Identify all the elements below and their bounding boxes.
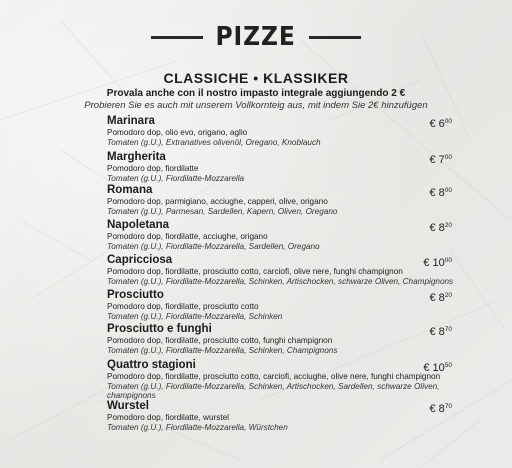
price-dec: 00 bbox=[444, 154, 452, 161]
item-price bbox=[429, 400, 452, 416]
price-dec: 00 bbox=[444, 257, 452, 264]
item-desc-it: Pomodoro dop, fiordilatte, wurstel bbox=[107, 413, 229, 422]
price-int: 10 bbox=[432, 257, 445, 269]
price-int: 8 bbox=[438, 222, 445, 234]
menu-item-marinara bbox=[107, 115, 452, 147]
price-currency: € bbox=[429, 154, 436, 166]
item-desc-de: Tomaten (g.U.), Fiordilatte-Mozzarella, Sardellen, Oregano bbox=[107, 241, 320, 251]
menu-item-wurstel bbox=[107, 400, 452, 432]
price-dec: 00 bbox=[444, 187, 452, 194]
item-desc-de: Tomaten (g.U.), Extranatives olivenöl, Oregano, Knoblauch bbox=[107, 137, 321, 147]
item-desc-de: Tomaten (g.U.), Fiordilatte-Mozzarella, Schinken, Artischocken, schwarze Oliven, Champignons bbox=[107, 276, 454, 286]
price-dec: 20 bbox=[444, 292, 452, 299]
item-desc-it: Pomodoro dop, fiordilatte, prosciutto cotto, carciofi, acciughe, olive nere, funghi champignon bbox=[107, 372, 441, 381]
price-dec: 50 bbox=[444, 362, 452, 369]
item-name: Capricciosa bbox=[107, 254, 173, 266]
item-desc-de: Tomaten (g.U.), Fiordilatte-Mozzarella, Schinken, Artischocken, Sardellen, schwarze Oliven, champignons bbox=[107, 381, 440, 400]
price-currency: € bbox=[429, 187, 436, 199]
menu-item-romana bbox=[107, 184, 452, 216]
item-price bbox=[429, 184, 452, 200]
item-desc-de: Tomaten (g.U.), Parmesan, Sardellen, Kapern, Oliven, Oregano bbox=[107, 206, 338, 216]
price-currency: € bbox=[423, 257, 430, 269]
item-name: Prosciutto e funghi bbox=[107, 323, 212, 335]
price-int: 7 bbox=[438, 154, 445, 166]
price-currency: € bbox=[429, 222, 436, 234]
item-name: Napoletana bbox=[107, 219, 169, 231]
item-name: Wurstel bbox=[107, 400, 149, 412]
section-title: CLASSICHE • KLASSIKER bbox=[163, 70, 349, 86]
item-desc-it: Pomodoro dop, olio evo, origano, aglio bbox=[107, 128, 248, 137]
item-desc-it: Pomodoro dop, fiordilatte bbox=[107, 164, 199, 173]
item-price bbox=[429, 115, 452, 131]
price-dec: 70 bbox=[444, 403, 452, 410]
title-rule-left bbox=[151, 36, 203, 39]
section-header bbox=[0, 70, 512, 112]
item-name: Prosciutto bbox=[107, 289, 164, 301]
item-desc-it: Pomodoro dop, fiordilatte, prosciutto cotto, carciofi, olive nere, funghi champignon bbox=[107, 267, 403, 276]
item-price bbox=[429, 219, 452, 235]
item-desc-de: Tomaten (g.U.), Fiordilatte-Mozzarella, Würstchen bbox=[107, 422, 288, 432]
title-rule-right bbox=[309, 36, 361, 39]
page-title: PIZZE bbox=[215, 22, 297, 52]
menu-item-quattro-stagioni bbox=[107, 359, 452, 401]
item-desc-it: Pomodoro dop, fiordilatte, prosciutto cotto, funghi champignon bbox=[107, 336, 333, 345]
price-dec: 20 bbox=[444, 222, 452, 229]
item-price bbox=[423, 254, 452, 270]
item-name: Margherita bbox=[107, 151, 166, 163]
price-currency: € bbox=[429, 292, 436, 304]
title-row bbox=[0, 22, 512, 52]
item-desc-it: Pomodoro dop, fiordilatte, acciughe, origano bbox=[107, 232, 268, 241]
section-note-it: Provala anche con il nostro impasto integrale aggiungendo 2 € bbox=[106, 88, 406, 99]
item-price bbox=[429, 151, 452, 167]
item-name: Marinara bbox=[107, 115, 155, 127]
item-desc-it: Pomodoro dop, parmigiano, acciughe, capperi, olive, origano bbox=[107, 197, 328, 206]
item-desc-it: Pomodoro dop, fiordilatte, prosciutto cotto bbox=[107, 302, 259, 311]
price-currency: € bbox=[423, 362, 430, 374]
item-price bbox=[429, 323, 452, 339]
item-desc-de: Tomaten (g.U.), Fiordilatte-Mozzarella bbox=[107, 173, 245, 183]
price-dec: 00 bbox=[444, 118, 452, 125]
price-currency: € bbox=[429, 326, 436, 338]
item-price bbox=[429, 289, 452, 305]
price-currency: € bbox=[429, 118, 436, 130]
item-price bbox=[423, 359, 452, 375]
item-desc-de: Tomaten (g.U.), Fiordilatte-Mozzarella, Schinken, Champignons bbox=[107, 345, 338, 355]
item-name: Romana bbox=[107, 184, 153, 196]
menu-item-prosciutto bbox=[107, 289, 452, 321]
section-note-de: Probieren Sie es auch mit unserem Vollkornteig aus, mit indem Sie 2€ hinzufügen bbox=[84, 100, 428, 111]
price-int: 8 bbox=[438, 403, 445, 415]
menu-item-capricciosa bbox=[107, 254, 452, 286]
menu-item-margherita bbox=[107, 151, 452, 183]
price-currency: € bbox=[429, 403, 436, 415]
price-int: 6 bbox=[438, 118, 445, 130]
item-name: Quattro stagioni bbox=[107, 359, 196, 371]
item-desc-de: Tomaten (g.U.), Fiordilatte-Mozzarella, Schinken bbox=[107, 311, 283, 321]
menu-item-prosciutto-e-funghi bbox=[107, 323, 452, 355]
price-dec: 70 bbox=[444, 326, 452, 333]
price-int: 8 bbox=[438, 292, 445, 304]
price-int: 10 bbox=[432, 362, 445, 374]
price-int: 8 bbox=[438, 326, 445, 338]
menu-item-napoletana bbox=[107, 219, 452, 251]
price-int: 8 bbox=[438, 187, 445, 199]
